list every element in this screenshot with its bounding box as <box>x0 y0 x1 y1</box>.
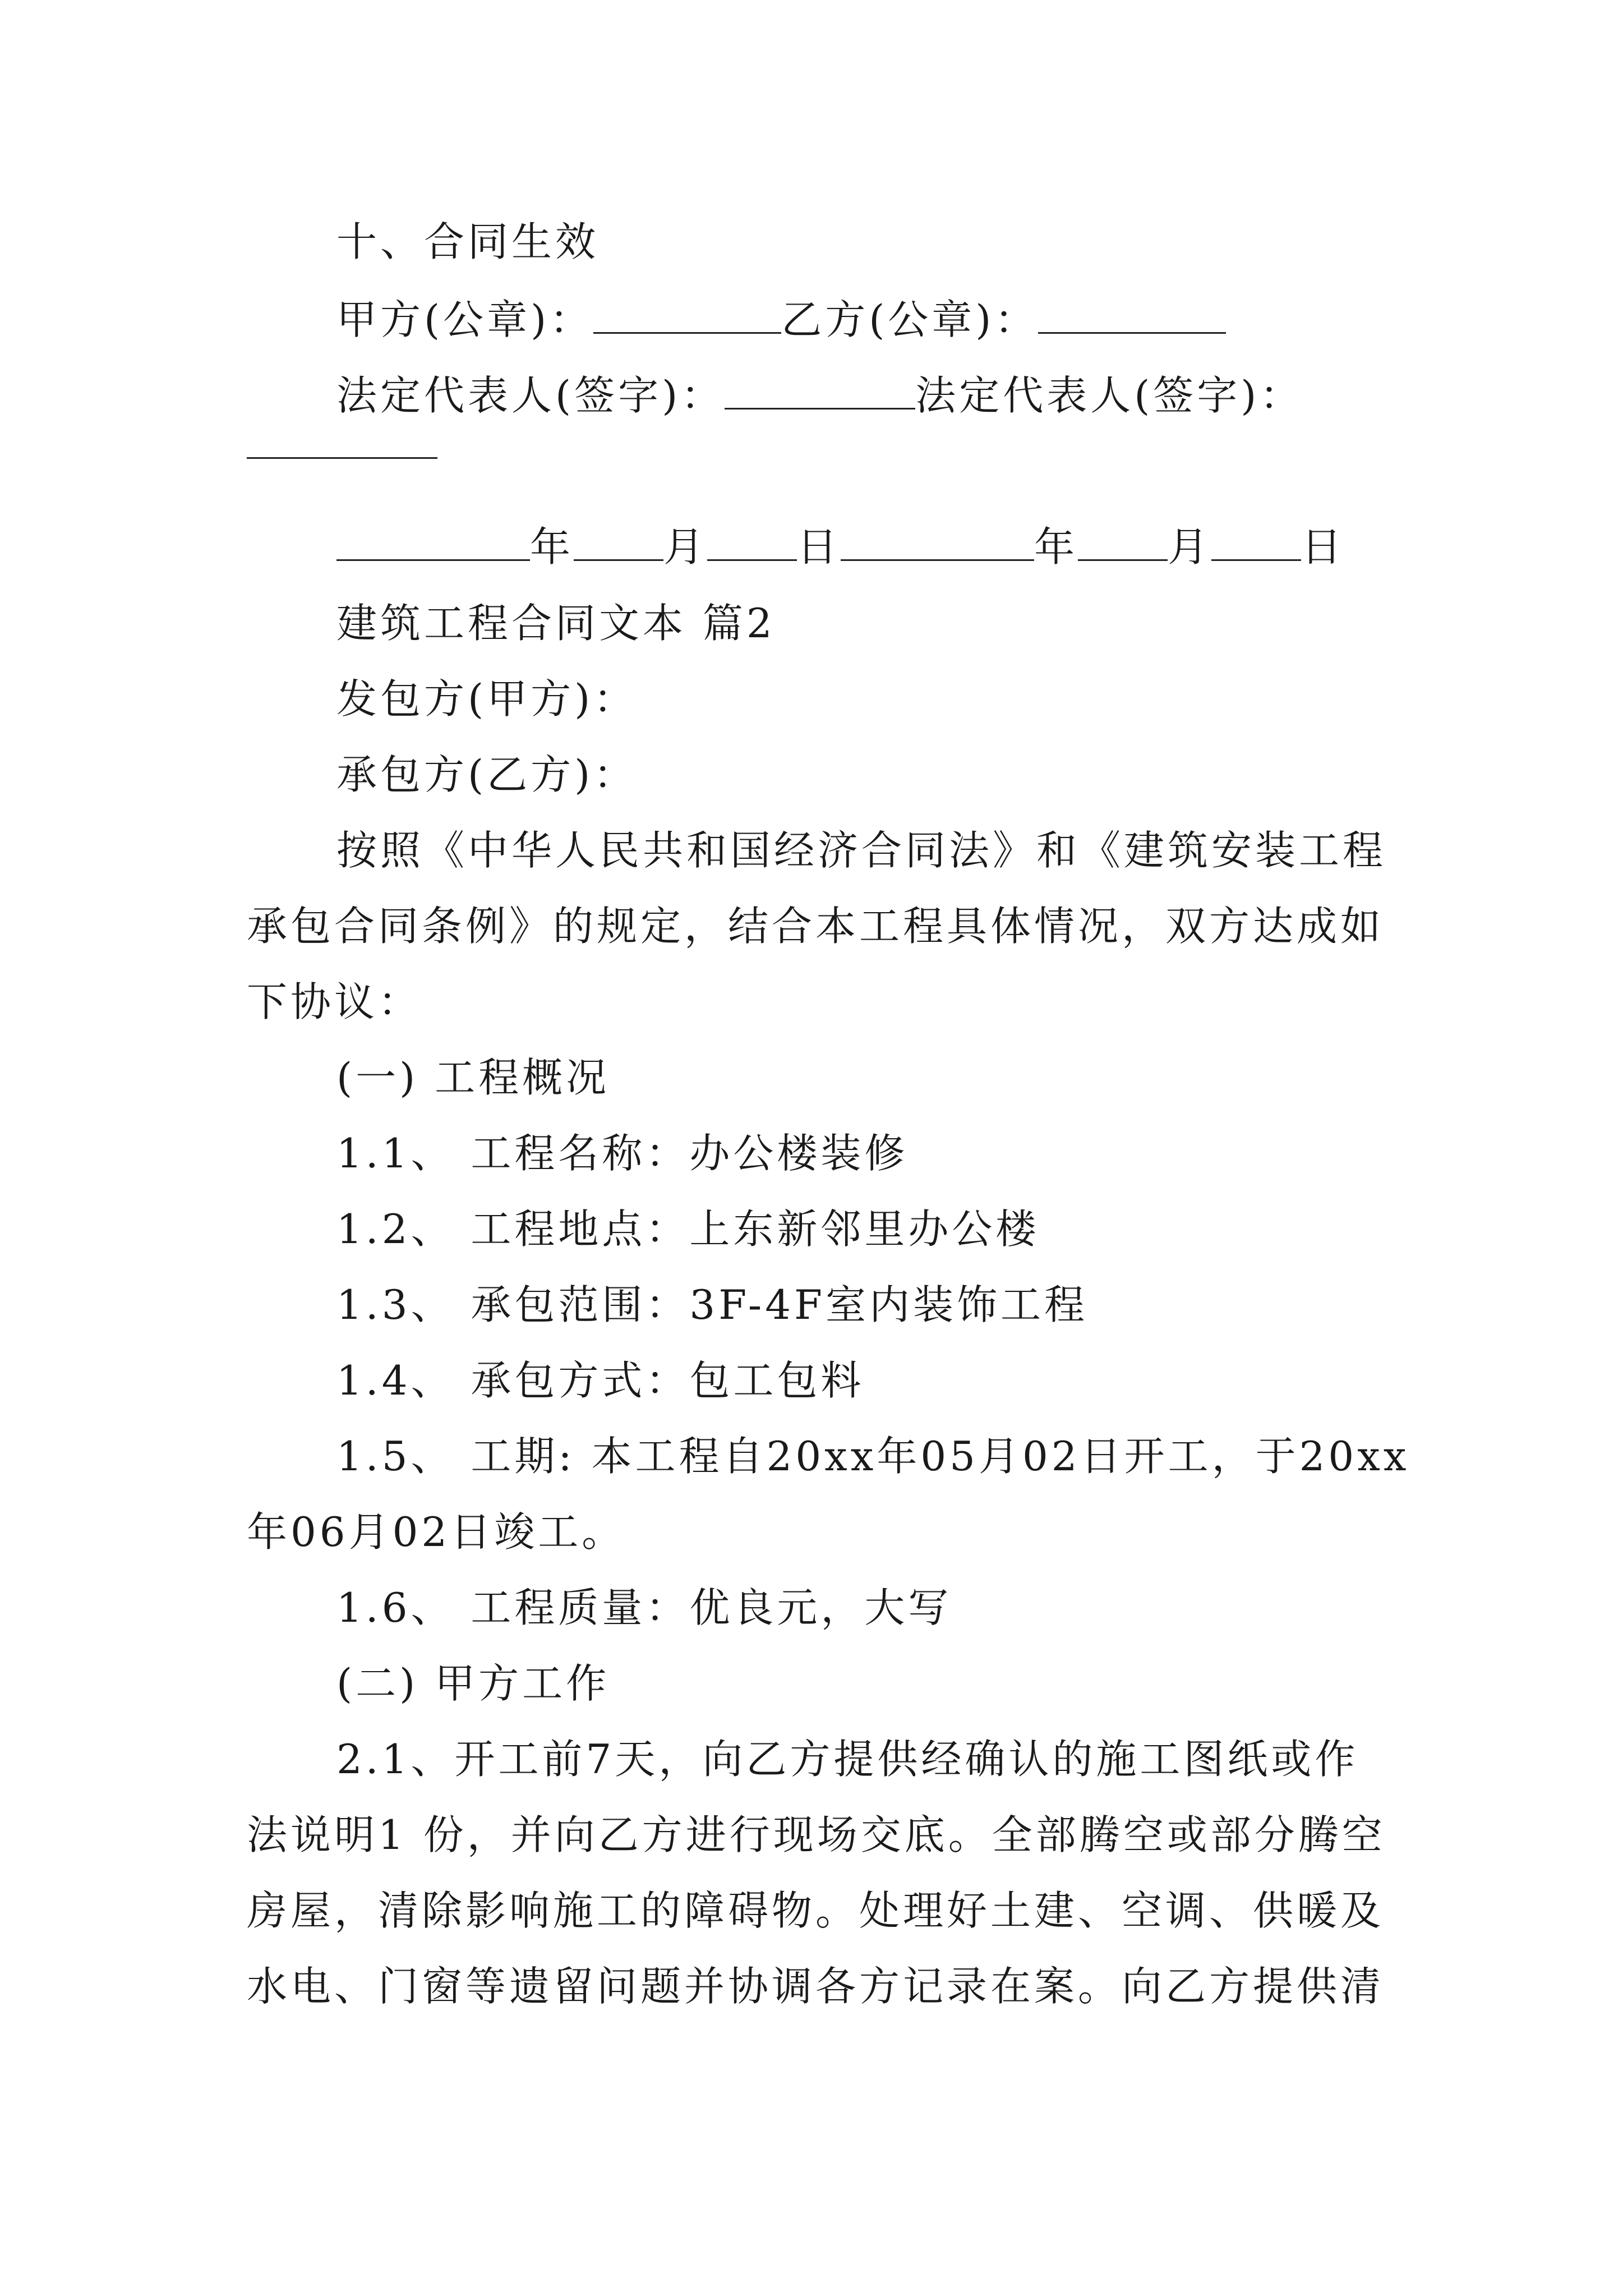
rep-line <box>336 372 1304 419</box>
section-ten-title: 十、合同生效 <box>336 218 600 265</box>
intro-line-3: 下协议： <box>247 978 422 1025</box>
section-two-heading: (二) 甲方工作 <box>336 1660 610 1707</box>
party-b-rep-blank <box>247 457 437 459</box>
item-1-5-line-2: 年06月02日竣工。 <box>247 1508 626 1556</box>
intro-line-1: 按照《中华人民共和国经济合同法》和《建筑安装工程 <box>336 827 1387 874</box>
item-2-1-line-4: 水电、门窗等遗留问题并协调各方记录在案。向乙方提供清 <box>247 1963 1385 2010</box>
month-label: 月 <box>663 523 708 570</box>
item-1-6: 1.6、 工程质量：优良元，大写 <box>336 1584 952 1631</box>
intro-line-2: 承包合同条例》的规定，结合本工程具体情况，双方达成如 <box>247 903 1385 950</box>
party-a-rep-label: 法定代表人(签字)： <box>336 372 725 419</box>
item-1-4: 1.4、 承包方式：包工包料 <box>336 1357 865 1404</box>
item-2-1-line-1: 2.1、开工前7天，向乙方提供经确认的施工图纸或作 <box>336 1736 1359 1783</box>
date-blank <box>336 524 530 561</box>
seal-line <box>336 296 1226 343</box>
party-b-seal-blank <box>1038 297 1226 334</box>
date-blank <box>1078 524 1168 561</box>
date-blank <box>841 524 1034 561</box>
day-label: 日 <box>1301 523 1345 570</box>
date-blank <box>1211 524 1301 561</box>
day-label: 日 <box>797 523 841 570</box>
party-b-rep-label: 法定代表人(签字)： <box>915 372 1304 419</box>
date-line <box>336 523 1345 570</box>
party-a-rep-blank <box>725 373 915 409</box>
item-2-1-line-3: 房屋，清除影响施工的障碍物。处理好土建、空调、供暖及 <box>247 1887 1385 1934</box>
contractor-line: 承包方(乙方)： <box>336 751 638 798</box>
date-blank <box>574 524 663 561</box>
doc-title: 建筑工程合同文本 篇2 <box>336 600 776 647</box>
item-1-3: 1.3、 承包范围：3F-4F室内装饰工程 <box>336 1281 1089 1328</box>
party-a-seal-blank <box>593 297 781 334</box>
item-1-5-line-1: 1.5、 工期: 本工程自20xx年05月02日开工，于20xx <box>336 1433 1410 1480</box>
party-b-seal-label: 乙方(公章)： <box>781 296 1039 343</box>
date-blank <box>707 524 797 561</box>
party-a-seal-label: 甲方(公章)： <box>336 296 594 343</box>
item-1-1: 1.1、 工程名称：办公楼装修 <box>336 1130 909 1177</box>
item-2-1-line-2: 法说明1 份，并向乙方进行现场交底。全部腾空或部分腾空 <box>247 1811 1386 1858</box>
employer-line: 发包方(甲方)： <box>336 675 638 723</box>
month-label: 月 <box>1168 523 1212 570</box>
year-label: 年 <box>1034 523 1078 570</box>
section-one-heading: (一) 工程概况 <box>336 1054 610 1101</box>
item-1-2: 1.2、 工程地点：上东新邻里办公楼 <box>336 1205 1040 1253</box>
year-label: 年 <box>530 523 574 570</box>
